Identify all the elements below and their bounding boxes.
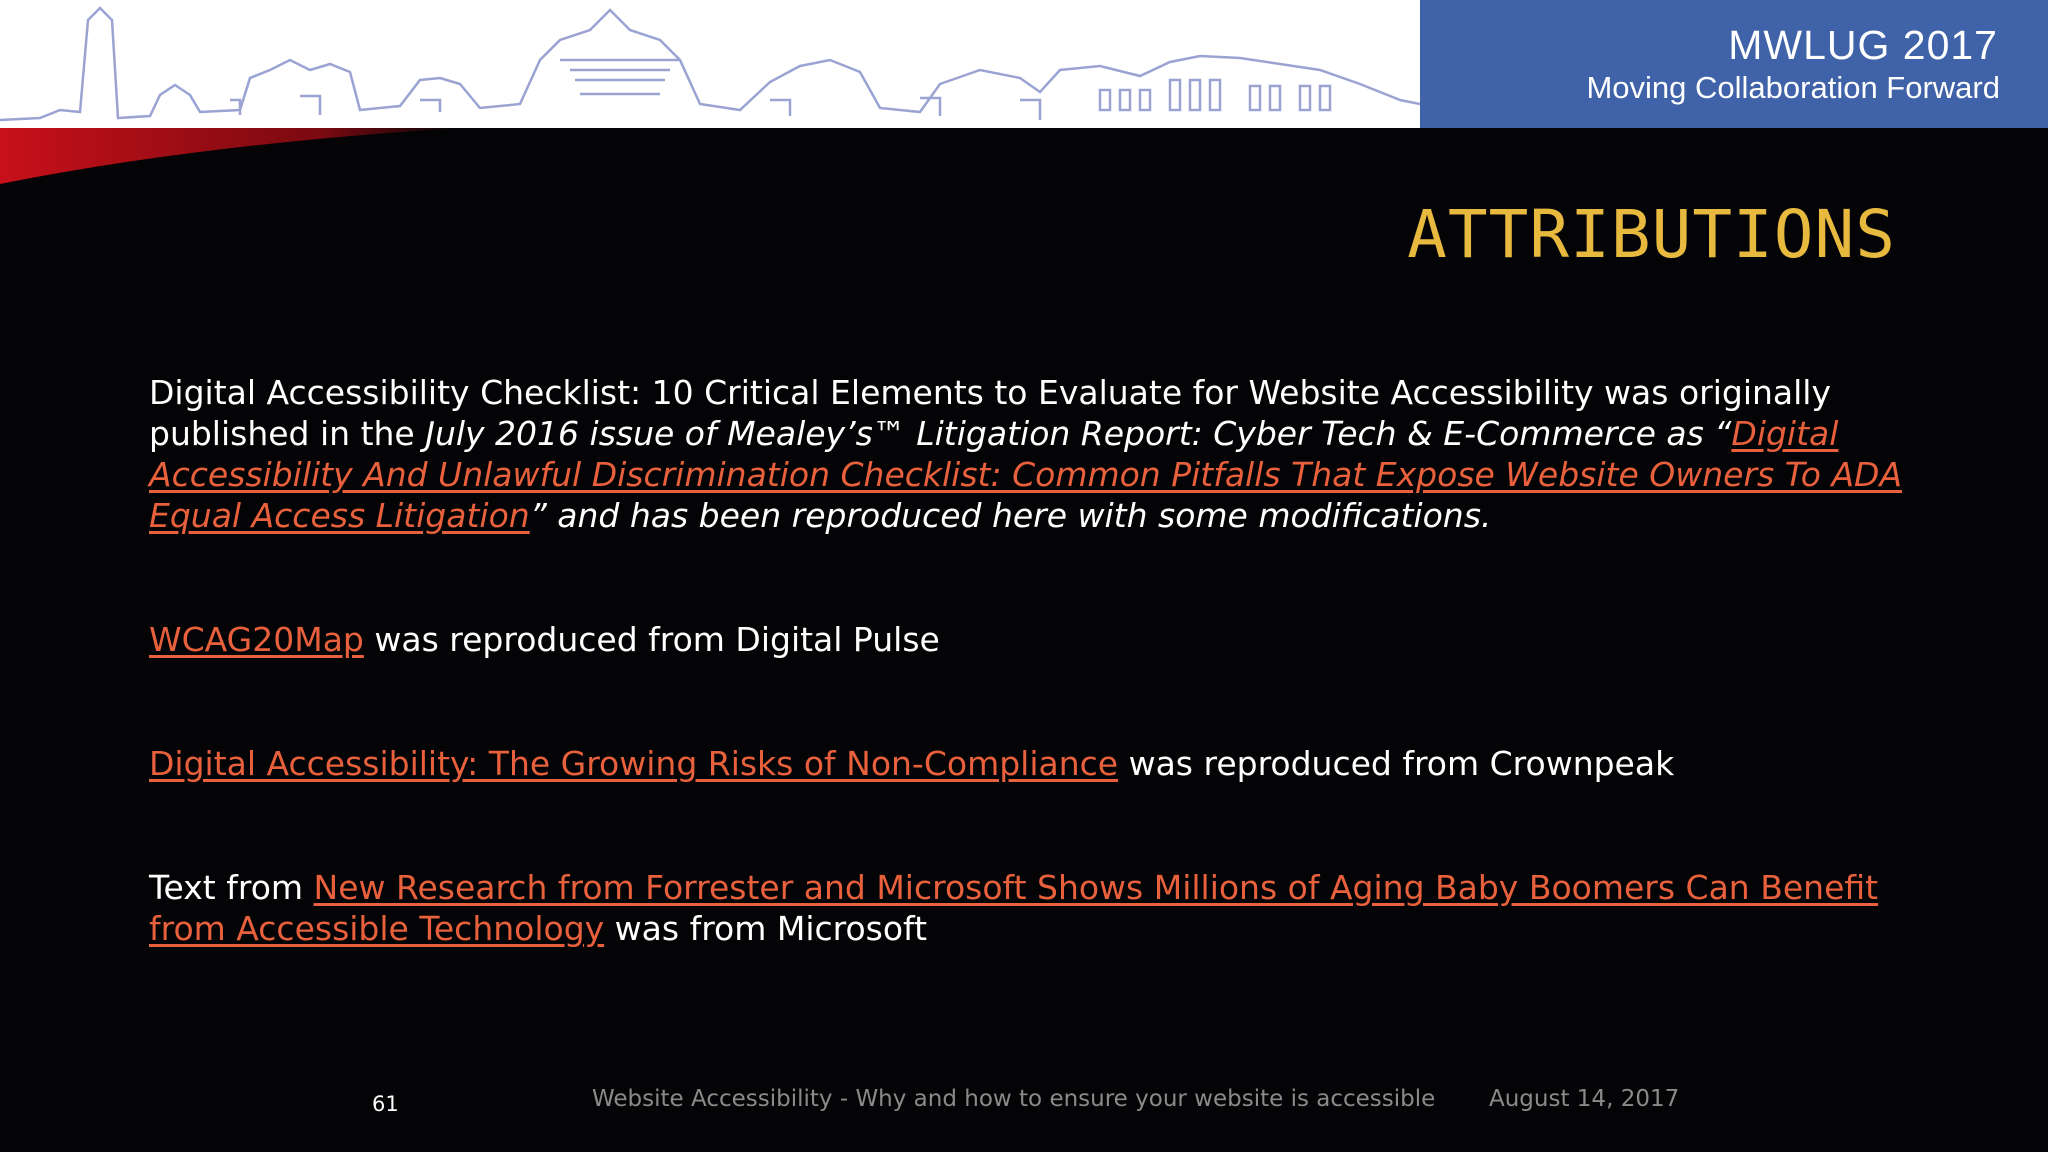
skyline-illustration (0, 0, 1420, 128)
link-growing-risks[interactable]: Digital Accessibility: The Growing Risks of Non-Compliance (149, 744, 1119, 783)
link-digital-accessibility-checklist[interactable]: Digital Accessibility And Unlawful Discrimination Checklist: Common Pitfalls That Expose Website Owners To ADA Equal Access Litigation (149, 414, 1903, 535)
event-tagline: Moving Collaboration Forward (1586, 70, 2000, 105)
link-wcag20map[interactable]: WCAG20Map (149, 620, 364, 659)
link-forrester-microsoft-research[interactable]: New Research from Forrester and Microsoft Shows Millions of Aging Baby Boomers Can Benefit from Accessible Technology (149, 868, 1879, 948)
attribution-paragraph-1 (149, 372, 1909, 536)
footer-presentation-title: Website Accessibility - Why and how to ensure your website is accessible (592, 1086, 1436, 1112)
brand-box (1420, 0, 2048, 128)
attribution-3-text: was reproduced from Crownpeak (1118, 744, 1675, 783)
attribution-paragraph-3 (149, 743, 1909, 784)
footer-date: August 14, 2017 (1489, 1086, 1680, 1112)
page-number: 61 (372, 1092, 399, 1116)
attribution-4-suffix: was from Microsoft (604, 909, 928, 948)
event-title: MWLUG 2017 (1728, 22, 1998, 68)
attribution-1-italic: July 2016 issue of Mealey’s™ Litigation Report: Cyber Tech & E-Commerce as “ (425, 414, 1732, 453)
header-banner (0, 0, 2048, 128)
attribution-paragraph-4 (149, 867, 1909, 949)
red-swoosh-decoration (0, 126, 460, 184)
attribution-2-text: was reproduced from Digital Pulse (363, 620, 940, 659)
slide-title: ATTRIBUTIONS (1407, 196, 1896, 273)
attribution-4-prefix: Text from (149, 868, 314, 907)
attributions-content (149, 372, 1909, 949)
attribution-paragraph-2 (149, 619, 1909, 660)
attribution-1-text: Digital Accessibility Checklist: 10 Critical Elements to Evaluate for Website Accessibility was originally published in the (149, 373, 1832, 453)
attribution-1-italic-end: ” and has been reproduced here with some modifications. (529, 496, 1492, 535)
